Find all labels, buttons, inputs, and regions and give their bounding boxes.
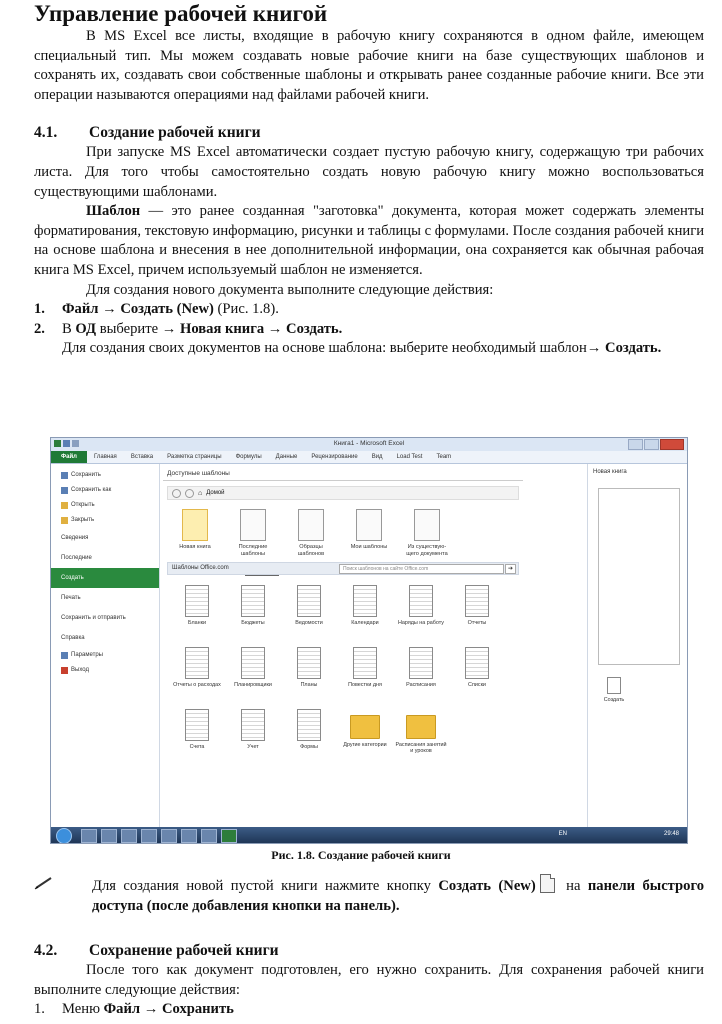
arrow-icon: → xyxy=(161,320,177,337)
create-button[interactable] xyxy=(598,677,630,703)
category-doc-icon xyxy=(185,709,209,741)
category-doc-icon xyxy=(409,647,433,679)
create-new-term: Создать (New) xyxy=(438,878,536,894)
menu-exit[interactable] xyxy=(51,663,159,678)
taskbar-app-icon[interactable] xyxy=(161,829,177,843)
od-term: ОД xyxy=(75,320,97,337)
window-title: Книга1 - Microsoft Excel xyxy=(333,440,405,447)
arrow-icon: → xyxy=(143,1001,159,1018)
category-label: Ведомости xyxy=(295,620,323,626)
menu-label: Параметры xyxy=(71,652,103,658)
tip-part: Для создания новой пустой книги нажмите кнопку xyxy=(92,878,439,894)
create-term: Создать. xyxy=(601,340,662,357)
office-templates-label: Шаблоны Office.com xyxy=(172,565,229,571)
language-indicator[interactable]: EN xyxy=(558,831,567,837)
folder-icon xyxy=(61,502,68,509)
category-doc-icon xyxy=(465,585,489,617)
templates-panel xyxy=(163,464,523,827)
backstage-menu xyxy=(51,464,160,827)
category-label: Списки xyxy=(468,682,486,688)
intro-paragraph: В MS Excel все листы, входящие в рабочую книгу сохраняются в одном файле, имеющем специальный тип. Мы можем создавать новые рабочие книги на базе существующих шаблонов и сохранять их, создавать свои собственные шаблоны и открывать ранее созданные рабочие книги. Все эти операции называются операциями над файлами рабочей книги. xyxy=(34,28,704,103)
menu-recent[interactable]: Последние xyxy=(61,555,92,561)
tab-insert[interactable]: Вставка xyxy=(130,454,154,460)
template-category[interactable] xyxy=(283,581,335,641)
list-item xyxy=(34,1000,704,1020)
tab-file[interactable]: Файл xyxy=(51,451,87,463)
category-label: Наряды на работу xyxy=(398,620,444,626)
quick-access-term: панели быстрого доступа (после добавления кнопки на панель). xyxy=(92,878,705,914)
category-label: Планировщики xyxy=(234,682,272,688)
close-button[interactable] xyxy=(660,439,684,450)
category-doc-icon xyxy=(409,585,433,617)
paragraph-template xyxy=(34,202,704,280)
minimize-button[interactable] xyxy=(628,439,643,450)
menu-label: Закрыть xyxy=(71,517,95,523)
menu-file: Файл xyxy=(62,301,99,318)
category-label: Отчеты xyxy=(467,620,487,626)
template-tile-my[interactable] xyxy=(347,509,391,558)
tile-label: Из существую-щего документа xyxy=(406,544,448,557)
taskbar-excel-icon[interactable] xyxy=(221,829,237,843)
user-doc-icon xyxy=(356,509,382,541)
exit-icon xyxy=(61,667,68,674)
taskbar-explorer-icon[interactable] xyxy=(101,829,117,843)
back-icon[interactable] xyxy=(172,489,181,498)
step-text: Меню xyxy=(62,1001,104,1018)
template-category[interactable] xyxy=(451,643,503,703)
menu-info[interactable]: Сведения xyxy=(61,535,89,541)
list-number: 2. xyxy=(34,320,45,337)
taskbar-app-icon[interactable] xyxy=(181,829,197,843)
category-doc-icon xyxy=(241,647,265,679)
new-book-term: Новая книга xyxy=(176,320,268,337)
section-number: 4.2. xyxy=(34,942,58,959)
template-category[interactable] xyxy=(395,705,447,765)
pencil-icon xyxy=(34,876,54,890)
template-tile-recent[interactable] xyxy=(231,509,275,558)
preview-pane xyxy=(598,488,680,665)
new-doc-icon xyxy=(607,677,621,694)
search-go-button[interactable]: ➔ xyxy=(505,564,516,574)
menu-save[interactable] xyxy=(51,468,159,483)
menu-save-as[interactable] xyxy=(51,483,159,498)
category-label: Расписания занятий и уроков xyxy=(395,742,447,755)
category-doc-icon xyxy=(297,709,321,741)
category-doc-icon xyxy=(297,647,321,679)
tile-label: Последние шаблоны xyxy=(238,544,268,557)
menu-label: Сохранить как xyxy=(71,487,112,493)
office-templates-grid xyxy=(163,579,523,767)
menu-help[interactable]: Справка xyxy=(61,635,85,641)
list-number: 1. xyxy=(34,1001,45,1018)
template-category[interactable] xyxy=(283,705,335,765)
start-button[interactable] xyxy=(56,828,72,844)
window-titlebar xyxy=(51,438,687,451)
menu-new[interactable]: Создать xyxy=(51,568,159,588)
paragraph-steps-intro: Для создания нового документа выполните следующие действия: xyxy=(86,281,494,298)
section-title: Сохранение рабочей книги xyxy=(89,942,279,959)
menu-label: Выход xyxy=(71,667,89,673)
template-category[interactable] xyxy=(171,643,223,703)
new-document-icon xyxy=(540,874,555,893)
category-doc-icon xyxy=(353,647,377,679)
template-category[interactable] xyxy=(171,581,223,641)
home-link[interactable]: Домой xyxy=(206,490,225,496)
category-label: Бланки xyxy=(188,620,206,626)
template-navbar xyxy=(167,486,519,500)
menu-close[interactable] xyxy=(51,513,159,528)
existing-doc-icon xyxy=(414,509,440,541)
figure-caption: Рис. 1.8. Создание рабочей книги xyxy=(271,848,451,862)
page-title: Управление рабочей книгой xyxy=(34,1,328,26)
template-tile-new-book[interactable] xyxy=(173,509,217,558)
list-item xyxy=(34,320,704,340)
menu-file: Файл xyxy=(103,1001,141,1018)
blank-doc-icon xyxy=(182,509,208,541)
category-doc-icon xyxy=(353,585,377,617)
create-label: Создать xyxy=(603,697,625,703)
tab-view[interactable]: Вид xyxy=(371,454,383,460)
taskbar-app-icon[interactable] xyxy=(201,829,217,843)
ribbon-tabs xyxy=(51,451,687,464)
template-category[interactable] xyxy=(227,581,279,641)
tab-load-test[interactable]: Load Test xyxy=(396,454,423,460)
tile-label: Мои шаблоны xyxy=(350,544,388,550)
category-label: Другие категории xyxy=(343,742,387,748)
tab-team[interactable]: Team xyxy=(436,454,452,460)
close-folder-icon xyxy=(61,517,68,524)
step-text: В xyxy=(62,320,76,337)
template-definition: — это ранее созданная "заготовка" документа, которая может содержать элементы форматирования, текстовую информацию, рисунки и таблицы с формулами. После создания рабочей книги на основе шаблона и внесения в нее дополнительной информации, она сохраняется как обычная рабочая книга MS Excel, причем используемый шаблон не изменяется. xyxy=(34,203,704,278)
tip-part: на xyxy=(558,878,588,894)
template-search-input[interactable]: Поиск шаблонов на сайте Office.com xyxy=(339,564,504,574)
category-label: Расписания xyxy=(406,682,436,688)
template-category[interactable] xyxy=(171,705,223,765)
available-templates-heading: Доступные шаблоны xyxy=(163,470,523,481)
category-label: Отчеты о расходах xyxy=(173,682,221,688)
category-label: Повестки дня xyxy=(348,682,382,688)
tab-page-layout[interactable]: Разметка страницы xyxy=(167,454,222,460)
menu-options[interactable] xyxy=(51,648,159,663)
tab-review[interactable]: Рецензирование xyxy=(311,454,358,460)
forward-icon[interactable] xyxy=(185,489,194,498)
category-doc-icon xyxy=(185,585,209,617)
section-heading-4-1 xyxy=(34,123,704,143)
section-title: Создание рабочей книги xyxy=(89,124,261,142)
section-heading-4-2 xyxy=(34,941,704,961)
home-icon[interactable]: ⌂ xyxy=(198,489,203,497)
template-tiles xyxy=(163,505,523,558)
list-item xyxy=(34,300,704,320)
folder-icon xyxy=(406,715,436,739)
taskbar-app-icon[interactable] xyxy=(141,829,157,843)
menu-label: Сохранить xyxy=(71,472,101,478)
menu-save: Сохранить xyxy=(161,1001,234,1018)
office-templates-bar xyxy=(167,562,519,575)
options-icon xyxy=(61,652,68,659)
save-icon xyxy=(61,472,68,479)
windows-taskbar xyxy=(51,827,687,843)
maximize-button[interactable] xyxy=(644,439,659,450)
template-category[interactable] xyxy=(395,581,447,641)
template-category[interactable] xyxy=(395,643,447,703)
tile-label: Образцы шаблонов xyxy=(297,544,325,557)
tip-note xyxy=(34,874,704,916)
menu-open[interactable] xyxy=(51,498,159,513)
list-number: 1. xyxy=(34,301,45,318)
step-note xyxy=(34,339,704,359)
taskbar-clock: 29:48 xyxy=(663,831,679,837)
category-label: Планы xyxy=(300,682,318,688)
category-doc-icon xyxy=(241,585,265,617)
arrow-icon: → xyxy=(586,340,602,357)
window-controls xyxy=(628,439,684,450)
category-label: Календари xyxy=(351,620,379,626)
paragraph-saving: После того как документ подготовлен, его нужно сохранить. Для сохранения рабочей книги выполните следующие действия: xyxy=(34,962,704,998)
step-text: выберите xyxy=(96,320,162,337)
taskbar-ie-icon[interactable] xyxy=(81,829,97,843)
monitor-doc-icon xyxy=(298,509,324,541)
create-term: Создать. xyxy=(282,320,343,337)
tab-home[interactable]: Главная xyxy=(93,454,117,460)
tile-label: Новая книга xyxy=(179,544,211,550)
term-template: Шаблон xyxy=(86,203,141,220)
menu-label: Открыть xyxy=(71,502,95,508)
menu-print[interactable]: Печать xyxy=(61,595,81,601)
paragraph-autocreate: При запуске MS Excel автоматически создает пустую рабочую книгу, содержащую три рабочих листа. Для того чтобы самостоятельно создать новую рабочую книгу можно воспользоваться существующими шаблонами. xyxy=(34,144,704,200)
section-4-2 xyxy=(34,941,704,1020)
section-number: 4.1. xyxy=(34,124,58,142)
category-label: Счета xyxy=(189,744,205,750)
tab-formulas[interactable]: Формулы xyxy=(235,454,262,460)
menu-save-send[interactable]: Сохранить и отправить xyxy=(61,615,126,621)
menu-create: Создать (New) xyxy=(120,301,214,318)
preview-title: Новая книга xyxy=(593,469,627,475)
step-note-text: Для создания своих документов на основе шаблона: выберите необходимый шаблон xyxy=(62,340,587,357)
category-label: Формы xyxy=(300,744,318,750)
template-category[interactable] xyxy=(283,643,335,703)
category-doc-icon xyxy=(297,585,321,617)
tab-data[interactable]: Данные xyxy=(275,454,298,460)
clock-doc-icon xyxy=(240,509,266,541)
excel-screenshot xyxy=(50,437,688,844)
arrow-icon: → xyxy=(102,301,117,318)
template-category[interactable] xyxy=(451,581,503,641)
folder-icon xyxy=(350,715,380,739)
arrow-icon: → xyxy=(267,320,283,337)
category-doc-icon xyxy=(465,647,489,679)
category-label: Учет xyxy=(247,744,259,750)
category-label: Бюджеты xyxy=(241,620,265,626)
template-tile-samples[interactable] xyxy=(289,509,333,558)
category-doc-icon xyxy=(241,709,265,741)
template-category[interactable] xyxy=(227,705,279,765)
save-as-icon xyxy=(61,487,68,494)
template-category[interactable] xyxy=(339,643,391,703)
template-category[interactable] xyxy=(339,581,391,641)
taskbar-app-icon[interactable] xyxy=(121,829,137,843)
preview-panel xyxy=(587,464,687,827)
template-category[interactable] xyxy=(339,705,391,765)
template-tile-existing[interactable] xyxy=(405,509,449,558)
figure-ref: (Рис. 1.8). xyxy=(213,301,279,318)
document-page xyxy=(34,0,704,359)
template-category[interactable] xyxy=(227,643,279,703)
category-doc-icon xyxy=(185,647,209,679)
tip-text xyxy=(34,874,704,916)
